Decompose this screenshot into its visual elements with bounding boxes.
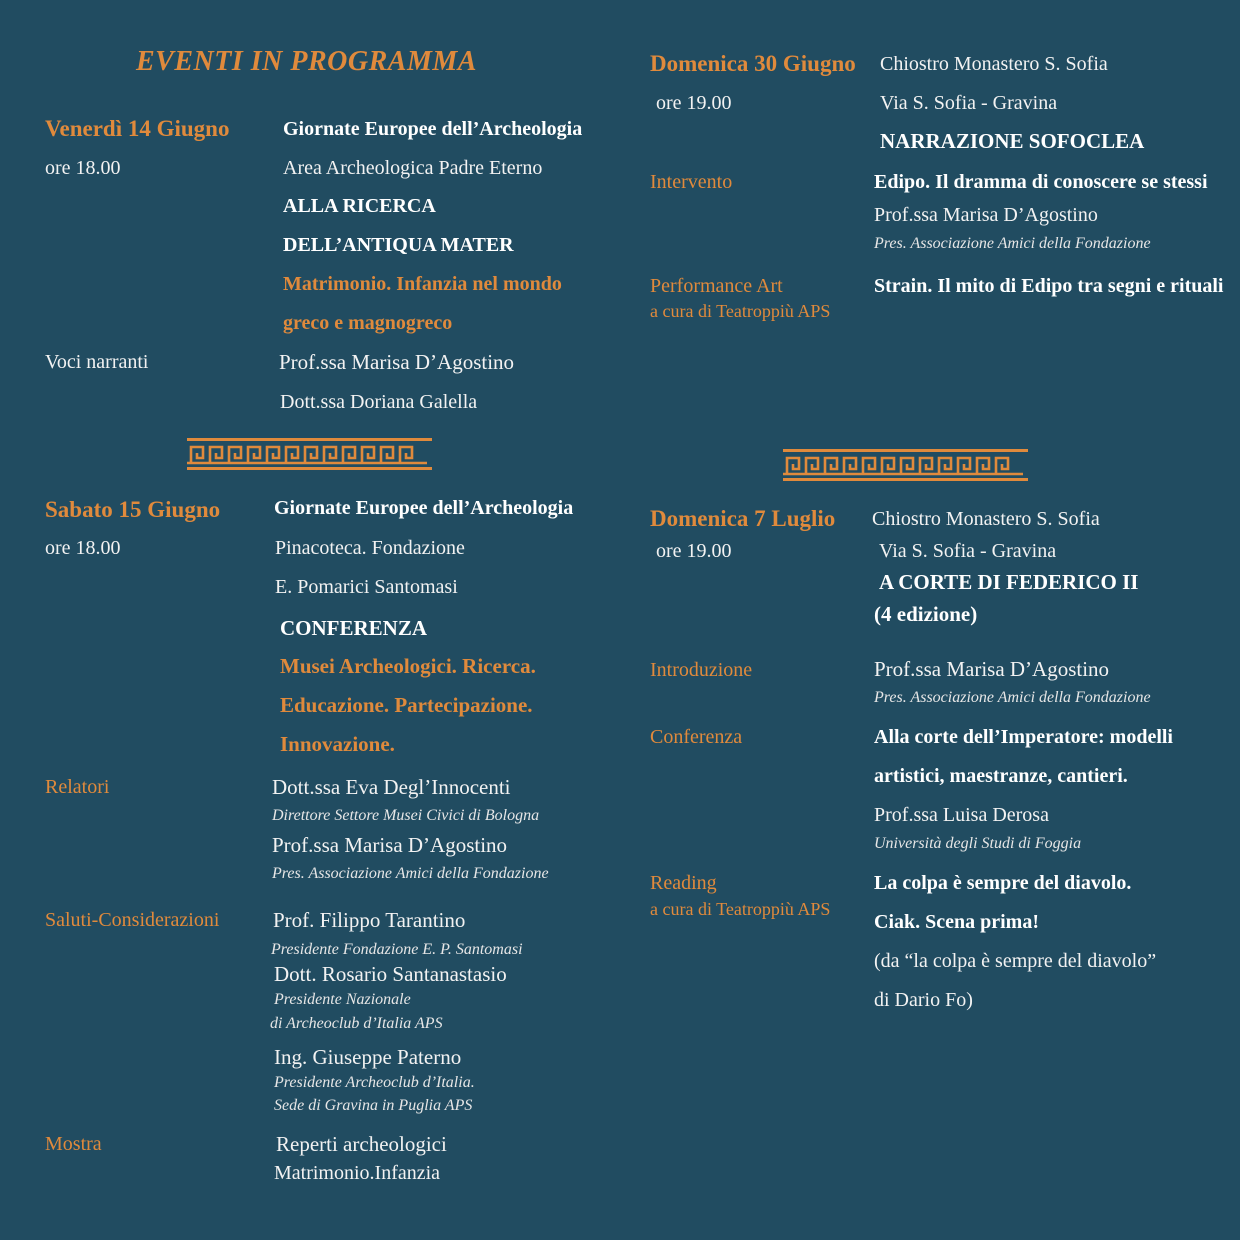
reading-label: Reading — [650, 872, 717, 894]
relatore2-role: Pres. Associazione Amici della Fondazione — [272, 865, 549, 882]
conf-speaker: Prof.ssa Luisa Derosa — [874, 804, 1049, 826]
relatore2-name: Prof.ssa Marisa D’Agostino — [272, 833, 508, 857]
event2-subtitle-line1: Musei Archeologici. Ricerca. — [280, 654, 536, 678]
greek-key-meander-icon — [783, 449, 1028, 481]
saluto3-name: Ing. Giuseppe Paterno — [274, 1045, 462, 1069]
intervento-title: Edipo. Il dramma di conoscere se stessi — [874, 171, 1208, 193]
event3-date: Domenica 30 Giugno — [650, 51, 856, 76]
intervento-label: Intervento — [650, 171, 733, 193]
event4-date: Domenica 7 Luglio — [650, 506, 836, 531]
saluti-label: Saluti-Considerazioni — [45, 909, 220, 931]
event1-title-line1: ALLA RICERCA — [283, 195, 436, 217]
saluto1-name: Prof. Filippo Tarantino — [273, 908, 466, 932]
saluto3-role-line1: Presidente Archeoclub d’Italia. — [274, 1074, 475, 1091]
event4-time: ore 19.00 — [656, 540, 732, 562]
saluto2-name: Dott. Rosario Santanastasio — [274, 962, 507, 986]
event2-subtitle-line3: Innovazione. — [280, 732, 395, 756]
mostra-line1: Reperti archeologici — [276, 1132, 447, 1156]
saluto1-role: Presidente Fondazione E. P. Santomasi — [271, 941, 523, 958]
intro-role: Pres. Associazione Amici della Fondazione — [874, 689, 1151, 706]
event1-date: Venerdì 14 Giugno — [45, 116, 230, 141]
event2-date: Sabato 15 Giugno — [45, 497, 221, 522]
event3-title: NARRAZIONE SOFOCLEA — [880, 129, 1145, 153]
intervento-speaker: Prof.ssa Marisa D’Agostino — [874, 204, 1098, 226]
event1-speaker2: Dott.ssa Doriana Galella — [280, 391, 478, 413]
event1-program: Giornate Europee dell’Archeologia — [283, 118, 583, 140]
event1-venue: Area Archeologica Padre Eterno — [283, 157, 543, 179]
performance-title: Strain. Il mito di Edipo tra segni e rituali — [874, 275, 1224, 297]
reading-line4: di Dario Fo) — [874, 989, 973, 1011]
performance-curator: a cura di Teatroppiù APS — [650, 301, 831, 321]
reading-line3: (da “la colpa è sempre del diavolo” — [874, 950, 1157, 972]
event2-venue-line1: Pinacoteca. Fondazione — [275, 537, 465, 559]
event1-time: ore 18.00 — [45, 157, 121, 179]
event4-edition: (4 edizione) — [874, 602, 978, 626]
conf-title-line2: artistici, maestranze, cantieri. — [874, 765, 1128, 787]
event1-subtitle-line1: Matrimonio. Infanzia nel mondo — [283, 273, 562, 295]
event1-title-line2: DELL’ANTIQUA MATER — [283, 234, 514, 256]
event4-venue-line2: Via S. Sofia - Gravina — [879, 540, 1057, 562]
mostra-label: Mostra — [45, 1133, 102, 1155]
event3-time: ore 19.00 — [656, 92, 732, 114]
conf-label: Conferenza — [650, 726, 743, 748]
event2-subtitle-line2: Educazione. Partecipazione. — [280, 693, 533, 717]
conf-role: Università degli Studi di Foggia — [874, 835, 1082, 852]
saluto2-role-line2: di Archeoclub d’Italia APS — [270, 1015, 443, 1032]
event1-subtitle-line2: greco e magnogreco — [283, 312, 453, 334]
event2-type: CONFERENZA — [280, 616, 428, 640]
saluto2-role-line1: Presidente Nazionale — [274, 991, 411, 1008]
event1-role-label: Voci narranti — [45, 351, 149, 373]
performance-label: Performance Art — [650, 275, 783, 297]
reading-curator: a cura di Teatroppiù APS — [650, 899, 831, 919]
event2-time: ore 18.00 — [45, 537, 121, 559]
saluto3-role-line2: Sede di Gravina in Puglia APS — [274, 1097, 473, 1114]
page-title: EVENTI IN PROGRAMMA — [136, 46, 477, 77]
relatore1-role: Direttore Settore Musei Civici di Bologna — [272, 807, 540, 824]
event2-venue-line2: E. Pomarici Santomasi — [275, 576, 458, 598]
reading-line1: La colpa è sempre del diavolo. — [874, 872, 1132, 894]
intro-label: Introduzione — [650, 659, 753, 681]
reading-line2: Ciak. Scena prima! — [874, 911, 1039, 933]
event2-program: Giornate Europee dell’Archeologia — [274, 497, 574, 519]
event4-title: A CORTE DI FEDERICO II — [879, 570, 1139, 594]
relatori-label: Relatori — [45, 776, 110, 798]
intervento-role: Pres. Associazione Amici della Fondazione — [874, 235, 1151, 252]
event3-venue-line1: Chiostro Monastero S. Sofia — [880, 53, 1108, 75]
event4-venue-line1: Chiostro Monastero S. Sofia — [872, 508, 1100, 530]
relatore1-name: Dott.ssa Eva Degl’Innocenti — [272, 775, 511, 799]
intro-speaker: Prof.ssa Marisa D’Agostino — [874, 657, 1110, 681]
mostra-line2: Matrimonio.Infanzia — [274, 1162, 441, 1184]
greek-key-meander-icon — [187, 438, 432, 470]
event1-speaker1: Prof.ssa Marisa D’Agostino — [279, 350, 515, 374]
conf-title-line1: Alla corte dell’Imperatore: modelli — [874, 726, 1173, 748]
event3-venue-line2: Via S. Sofia - Gravina — [880, 92, 1058, 114]
